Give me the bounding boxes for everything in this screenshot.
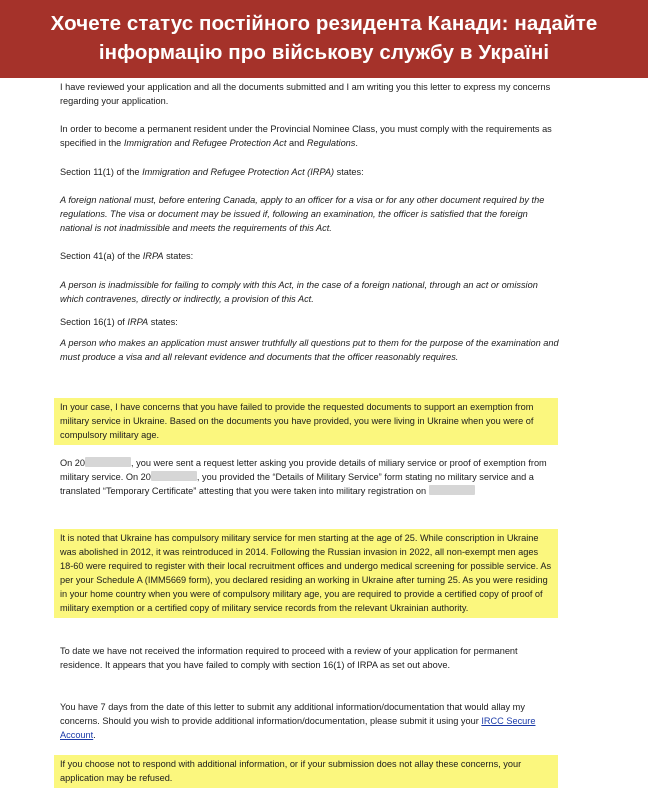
text: On 20 xyxy=(60,458,86,468)
text: . xyxy=(355,138,358,148)
ircc-secure-account-link[interactable]: IRCC Secure Account xyxy=(60,716,536,740)
quote-section-16: A person who makes an application must answer truthfully all questions put to them for the purpose of the examination and must produce a visa and all relevant evidence and documents that the officer reasonably requires. xyxy=(60,338,559,362)
text: . xyxy=(93,730,96,740)
text: and xyxy=(286,138,307,148)
paragraph-requirements xyxy=(60,122,560,150)
headline-line-2: інформацію про військову службу в Україні xyxy=(98,41,550,64)
act-abbrev: IRPA xyxy=(142,251,164,261)
quote-section-41: A person is inadmissible for failing to comply with this Act, in the case of a foreign national, through an act or omission which contravenes, directly or indirectly, a provision of this Act. xyxy=(60,280,538,304)
highlighted-concern-paragraph: In your case, I have concerns that you have failed to provide the requested documents to support an exemption from military service in Ukraine. Based on the documents you have provided, you were living in Ukraine when you were of compulsory military age. xyxy=(54,398,558,445)
paragraph-section-16 xyxy=(60,315,560,329)
paragraph-section-11 xyxy=(60,165,560,179)
highlighted-compulsory-service-paragraph: It is noted that Ukraine has compulsory military service for men starting at the age of 25. While conscription in Ukraine was abolished in 2012, it was reintroduced in 2014. Following the Russian invasion in 2022, all non-exempt men ages 18-60 were required to register with their local recruitment offices and undergo medical screening for possible service. As per your Schedule A (IMM5669 form), you declared residing an working in Ukraine after turning 25. As you were residing in your home country when you were of compulsory military age, you are required to provide a certified copy of proof of military exemption or a certified copy of military service records from the relevant Ukrainian authority. xyxy=(54,529,558,618)
headline-line-1: Хочете статус постійного резидента Канади: надайте xyxy=(50,12,598,35)
text: states: xyxy=(163,251,194,261)
text: Section 41(a) of the xyxy=(60,251,143,261)
paragraph-intro: I have reviewed your application and all the documents submitted and I am writing you this letter to express my concerns regarding your application. xyxy=(60,82,551,106)
text: In order to become a permanent resident under the Provincial Nominee Class, you must comply with the requirements as specified in the xyxy=(60,124,552,148)
paragraph-not-received: To date we have not received the information required to proceed with a review of your application for permanent residence. It appears that you have failed to comply with section 16(1) of IRPA as set out above. xyxy=(60,646,518,670)
text: , you provided the “Details of Military Service” form stating no military service and a translated “Temporary Certificate” attesting that you were taken into military registration on xyxy=(60,472,534,496)
text: , you were sent a request letter asking you provide details of miliary service or proof of exemption from military service. On 20 xyxy=(60,458,547,482)
text: states: xyxy=(148,317,178,327)
regulations-name: Regulations xyxy=(306,138,356,148)
text: Section 11(1) of the xyxy=(60,167,143,177)
redacted-date xyxy=(151,471,197,481)
act-name: Immigration and Refugee Protection Act xyxy=(123,138,287,148)
text: Section 16(1) of xyxy=(60,317,128,327)
text: states: xyxy=(334,167,364,177)
redacted-date xyxy=(429,485,475,495)
paragraph-request-history xyxy=(60,456,560,498)
paragraph-deadline xyxy=(60,700,560,742)
paragraph-section-41 xyxy=(60,249,560,263)
article-headline-banner xyxy=(0,0,648,78)
highlighted-refusal-warning: If you choose not to respond with additional information, or if your submission does not allay these concerns, your application may be refused. xyxy=(54,755,558,788)
text: You have 7 days from the date of this letter to submit any additional information/documentation that would allay my concerns. Should you wish to provide additional information/documentation, please submit it using your xyxy=(60,702,525,726)
act-abbrev: IRPA xyxy=(127,317,149,327)
redacted-date xyxy=(85,457,131,467)
quote-section-11: A foreign national must, before entering Canada, apply to an officer for a visa or for any other document required by the regulations. The visa or document may be issued if, following an examination, the officer is satisfied that the foreign national is not inadmissible and meets the requirements of this Act. xyxy=(60,195,545,233)
act-name: Immigration and Refugee Protection Act (IRPA) xyxy=(142,167,335,177)
